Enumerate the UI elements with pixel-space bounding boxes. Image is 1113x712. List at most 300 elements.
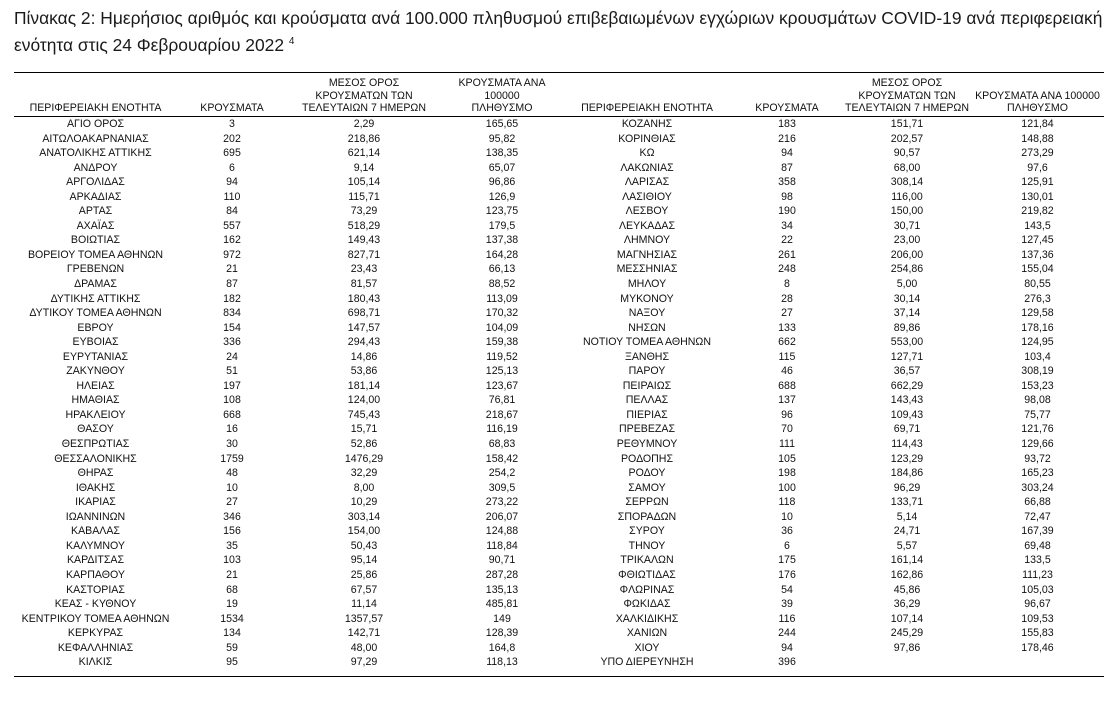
left-per100k-cell: 125,13 [485,365,519,378]
left-per100k-cell: 137,38 [485,234,519,247]
right-per100k-cell: 105,03 [1021,583,1054,596]
left-per100k-cell: 66,13 [488,263,516,276]
table-row [14,626,1104,641]
right-per100k-cell: 219,82 [1021,205,1054,218]
table-row [14,510,1104,525]
table-row [14,466,1104,481]
right-per100k-cell: 148,88 [1021,132,1054,145]
right-per100k-cell: 66,88 [1024,496,1051,509]
left-cases-cell: 21 [226,568,238,581]
right-per100k-cell: 75,77 [1024,408,1051,421]
left-avg7-cell: 621,14 [347,147,381,160]
left-avg7-cell: 11,14 [351,598,377,611]
right-unit-cell: ΡΕΘΥΜΝΟΥ [616,438,678,451]
table-row [14,306,1104,321]
right-unit-cell: ΦΘΙΩΤΙΔΑΣ [618,568,676,581]
left-avg7-cell: 154,00 [347,525,381,538]
left-avg7-cell: 10,29 [350,496,378,509]
right-cases-cell: 662 [778,336,796,349]
table-row [14,641,1104,656]
right-per100k-cell: 129,58 [1021,307,1054,320]
right-unit-cell: ΝΟΤΙΟΥ ΤΟΜΕΑ ΑΘΗΝΩΝ [582,336,712,349]
right-per100k-cell: 155,04 [1021,263,1054,276]
right-avg7-cell: 37,14 [893,307,921,320]
table-row [14,277,1104,292]
table-row [14,597,1104,612]
left-per100k-cell: 165,65 [485,118,519,130]
left-cases-cell: 557 [223,219,241,232]
left-per100k-cell: 65,07 [488,161,516,174]
right-per100k-cell: 69,48 [1024,539,1051,552]
right-avg7-cell: 161,14 [890,554,924,567]
left-cases-cell: 154 [223,321,241,334]
right-avg7-cell: 202,57 [890,132,924,145]
right-per100k-cell: 178,46 [1021,641,1054,654]
table-row [14,262,1104,277]
right-cases-cell: 198 [778,467,796,480]
right-unit-cell: ΥΠΟ ΔΙΕΡΕΥΝΗΣΗ [600,656,694,669]
right-avg7-cell: 5,14 [896,510,918,523]
left-cases-cell: 51 [226,365,238,378]
right-per100k-cell: 273,29 [1021,147,1054,160]
right-unit-cell: ΜΥΚΟΝΟΥ [620,292,674,305]
left-per100k-cell: 135,13 [485,583,519,596]
right-per100k-cell: 96,67 [1024,598,1051,611]
left-avg7-cell: 518,29 [347,219,381,232]
left-per100k-cell: 88,52 [488,278,516,291]
right-avg7-cell: 143,43 [890,394,924,407]
table-title-text: Πίνακας 2: Ημερήσιος αριθμός και κρούσματα ανά 100.000 πληθυσμού επιβεβαιωμένων εγχώριων κρουσμάτων COVID-19 ανά περιφερειακή ενότητα στις 24 Φεβρουαρίου 2022 [14,8,1103,55]
right-per100k-cell: 165,23 [1021,467,1054,480]
left-cases-cell: 110 [223,190,241,203]
right-unit-cell: ΠΑΡΟΥ [628,365,666,378]
right-avg7-cell: 36,57 [893,365,921,378]
right-per100k-cell: 124,95 [1021,336,1054,349]
left-per100k-cell: 123,75 [485,205,519,218]
table-row [14,437,1104,452]
left-cases-cell: 16 [226,423,238,436]
right-unit-cell: ΦΛΩΡΙΝΑΣ [619,583,675,596]
left-avg7-cell: 294,43 [347,336,381,349]
left-per100k-cell: 287,28 [485,568,519,581]
right-unit-cell: ΧΙΟΥ [634,641,660,654]
right-unit-cell: ΠΕΙΡΑΙΩΣ [622,379,672,392]
left-per100k-cell: 254,2 [488,467,516,480]
left-per100k-cell: 206,07 [485,510,519,523]
right-unit-cell: ΛΑΚΩΝΙΑΣ [620,161,674,174]
right-unit-cell: ΣΑΜΟΥ [628,481,666,494]
right-cases-cell: 70 [781,423,793,436]
left-per100k-cell: 149 [493,612,511,625]
left-unit-cell: ΘΑΣΟΥ [77,423,114,436]
left-avg7-cell: 303,14 [347,510,381,523]
left-unit-cell: ΔΥΤΙΚΟΥ ΤΟΜΕΑ ΑΘΗΝΩΝ [29,307,162,320]
right-per100k-cell: 137,36 [1021,248,1054,261]
left-cases-cell: 182 [223,292,241,305]
right-cases-cell: 87 [781,161,793,174]
right-per100k-cell: 109,53 [1021,612,1054,625]
left-avg7-cell: 115,71 [348,190,380,203]
left-per100k-cell: 170,32 [485,307,519,320]
right-avg7-cell: 123,29 [890,452,924,465]
left-cases-cell: 84 [226,205,238,218]
right-avg7-cell: 107,14 [890,612,924,625]
table-row [14,524,1104,539]
right-per100k-cell: 130,01 [1021,190,1054,203]
left-per100k-cell: 159,38 [485,336,519,349]
header-unit-right: ΠΕΡΙΦΕΡΕΙΑΚΗ ΕΝΟΤΗΤΑ [581,102,713,115]
header-cases-left: ΚΡΟΥΣΜΑΤΑ [200,102,264,115]
right-cases-cell: 248 [778,263,796,276]
right-cases-cell: 183 [778,118,796,130]
left-avg7-cell: 25,86 [350,568,378,581]
right-cases-cell: 54 [781,583,793,596]
header-avg7-left: ΜΕΣΟΣ ΟΡΟΣ ΚΡΟΥΣΜΑΤΩΝ ΤΩΝ ΤΕΛΕΥΤΑΙΩΝ 7 ΗΜΕΡΩΝ [302,77,426,115]
right-cases-cell: 100 [778,481,796,494]
right-unit-cell: ΠΡΕΒΕΖΑΣ [619,423,675,436]
table-row [14,655,1104,670]
right-cases-cell: 98 [781,190,793,203]
right-unit-cell: ΜΕΣΣΗΝΙΑΣ [616,263,678,276]
table-row [14,481,1104,496]
title-footnote-marker: 4 [288,36,295,47]
left-avg7-cell: 9,14 [353,161,375,174]
right-per100k-cell: 97,6 [1027,161,1048,174]
left-per100k-cell: 273,22 [485,496,519,509]
table-row [14,452,1104,467]
left-unit-cell: ΚΙΛΚΙΣ [78,656,113,669]
right-unit-cell: ΡΟΔΟΥ [628,467,666,480]
left-avg7-cell: 48,00 [350,641,378,654]
right-per100k-cell: 103,4 [1024,350,1051,363]
right-per100k-cell: 121,84 [1021,118,1054,130]
table-row [14,612,1104,627]
left-per100k-cell: 179,5 [488,219,516,232]
left-avg7-cell: 1357,57 [344,612,384,625]
right-avg7-cell: 90,57 [893,147,921,160]
left-avg7-cell: 149,43 [347,234,381,247]
left-unit-cell: ΚΕΑΣ - ΚΥΘΝΟΥ [54,598,137,611]
left-per100k-cell: 138,35 [485,147,519,160]
table-row [14,190,1104,205]
left-unit-cell: ΑΡΚΑΔΙΑΣ [69,190,122,203]
right-cases-cell: 39 [781,598,793,611]
left-avg7-cell: 15,71 [350,423,378,436]
table-title [14,6,1104,57]
left-avg7-cell: 181,14 [347,379,381,392]
left-per100k-cell: 128,39 [485,627,519,640]
table-row [14,364,1104,379]
left-avg7-cell: 81,57 [350,278,378,291]
table-bottom-rule [14,676,1104,677]
left-cases-cell: 94 [226,176,238,189]
right-avg7-cell: 68,00 [893,161,921,174]
left-cases-cell: 162 [223,234,241,247]
left-per100k-cell: 113,09 [486,292,518,305]
table-row [14,175,1104,190]
left-cases-cell: 6 [229,161,235,174]
right-avg7-cell [843,655,971,670]
right-per100k-cell: 80,55 [1024,278,1051,291]
right-unit-cell: ΛΑΡΙΣΑΣ [624,176,670,189]
right-cases-cell: 105 [778,452,796,465]
left-per100k-cell: 158,42 [485,452,519,465]
right-per100k-cell: 153,23 [1021,379,1054,392]
left-cases-cell: 87 [226,278,238,291]
left-unit-cell: ΙΘΑΚΗΣ [75,481,116,494]
left-unit-cell: ΚΑΣΤΟΡΙΑΣ [66,583,125,596]
left-unit-cell: ΚΕΝΤΡΙΚΟΥ ΤΟΜΕΑ ΑΘΗΝΩΝ [21,612,170,625]
right-avg7-cell: 254,86 [890,263,924,276]
right-unit-cell: ΛΕΥΚΑΔΑΣ [618,219,676,232]
right-avg7-cell: 109,43 [890,408,924,421]
right-cases-cell: 190 [778,205,796,218]
left-avg7-cell: 105,14 [347,176,381,189]
left-unit-cell: ΘΕΣΠΡΩΤΙΑΣ [61,438,130,451]
right-avg7-cell: 133,71 [890,496,924,509]
right-avg7-cell: 89,86 [893,321,921,334]
right-per100k-cell: 308,19 [1021,365,1054,378]
right-cases-cell: 116 [778,612,796,625]
right-unit-cell: ΝΑΞΟΥ [628,307,666,320]
right-cases-cell: 216 [778,132,796,145]
right-per100k-cell: 133,5 [1024,554,1051,567]
left-cases-cell: 19 [226,598,238,611]
left-per100k-cell: 126,9 [488,190,516,203]
right-cases-cell: 175 [778,554,796,567]
left-avg7-cell: 52,86 [350,438,378,451]
left-avg7-cell: 124,00 [347,394,381,407]
left-per100k-cell: 96,86 [488,176,516,189]
left-avg7-cell: 95,14 [350,554,378,567]
right-avg7-cell: 162,86 [890,568,924,581]
right-cases-cell: 176 [778,568,796,581]
right-unit-cell: ΚΩ [639,147,655,160]
left-unit-cell: ΚΑΒΑΛΑΣ [71,525,120,538]
right-per100k-cell: 155,83 [1021,627,1054,640]
right-unit-cell: ΠΙΕΡΙΑΣ [626,408,668,421]
left-unit-cell: ΕΥΡΥΤΑΝΙΑΣ [62,350,129,363]
table-top-rule [14,72,1104,73]
header-cases-right: ΚΡΟΥΣΜΑΤΑ [755,102,819,115]
right-cases-cell: 118 [778,496,796,509]
left-unit-cell: ΑΝΑΤΟΛΙΚΗΣ ΑΤΤΙΚΗΣ [39,147,152,160]
left-unit-cell: ΚΑΡΔΙΤΣΑΣ [66,554,125,567]
right-unit-cell: ΣΥΡΟΥ [629,525,665,538]
right-unit-cell: ΦΩΚΙΔΑΣ [623,598,671,611]
right-unit-cell: ΤΡΙΚΑΛΩΝ [620,554,674,567]
right-cases-cell: 115 [778,350,796,363]
left-cases-cell: 1759 [220,452,244,465]
table-row [14,161,1104,176]
right-avg7-cell: 151,71 [890,118,924,130]
header-unit-left: ΠΕΡΙΦΕΡΕΙΑΚΗ ΕΝΟΤΗΤΑ [29,102,162,115]
right-per100k-cell [971,655,1104,670]
right-avg7-cell: 114,43 [891,438,923,451]
left-cases-cell: 1534 [220,612,244,625]
right-unit-cell: ΚΟΖΑΝΗΣ [621,118,673,130]
right-cases-cell: 94 [781,147,793,160]
left-avg7-cell: 32,29 [350,467,378,480]
left-per100k-cell: 164,8 [488,641,516,654]
left-cases-cell: 197 [223,379,241,392]
left-avg7-cell: 97,29 [350,656,378,669]
right-per100k-cell: 93,72 [1024,452,1051,465]
left-per100k-cell: 119,52 [486,350,518,363]
left-avg7-cell: 147,57 [347,321,381,334]
left-cases-cell: 68 [226,583,238,596]
header-per100k-right: ΚΡΟΥΣΜΑΤΑ ΑΝΑ 100000 ΠΛΗΘΥΣΜΟ [975,89,1100,115]
left-unit-cell: ΕΒΡΟΥ [77,321,114,334]
left-unit-cell: ΑΧΑΪΑΣ [76,219,115,232]
right-cases-cell: 244 [778,627,796,640]
right-per100k-cell: 303,24 [1021,481,1054,494]
left-avg7-cell: 2,29 [353,118,375,130]
right-avg7-cell: 5,57 [896,539,918,552]
left-cases-cell: 27 [226,496,238,509]
right-avg7-cell: 45,86 [893,583,921,596]
left-unit-cell: ΗΛΕΙΑΣ [76,379,115,392]
left-avg7-cell: 67,57 [350,583,378,596]
right-cases-cell: 6 [784,539,790,552]
left-avg7-cell: 8,00 [353,481,375,494]
left-avg7-cell: 73,29 [350,205,378,218]
left-avg7-cell: 180,43 [347,292,381,305]
right-avg7-cell: 308,14 [890,176,924,189]
table-row [14,408,1104,423]
left-unit-cell: ΑΙΤΩΛΟΑΚΑΡΝΑΝΙΑΣ [42,132,149,145]
table-row [14,219,1104,234]
right-unit-cell: ΡΟΔΟΠΗΣ [620,452,674,465]
left-unit-cell: ΗΡΑΚΛΕΙΟΥ [65,408,126,421]
left-cases-cell: 668 [223,408,241,421]
right-unit-cell: ΜΑΓΝΗΣΙΑΣ [616,248,678,261]
left-avg7-cell: 745,43 [347,408,381,421]
left-unit-cell: ΑΡΤΑΣ [78,205,113,218]
table-row [14,335,1104,350]
left-cases-cell: 59 [226,641,238,654]
left-unit-cell: ΗΜΑΘΙΑΣ [71,394,120,407]
right-per100k-cell: 125,91 [1021,176,1054,189]
covid-cases-table [14,74,1104,670]
right-per100k-cell: 178,16 [1021,321,1054,334]
right-avg7-cell: 36,29 [893,598,921,611]
right-cases-cell: 396 [778,656,796,669]
right-per100k-cell: 143,5 [1024,219,1051,232]
left-cases-cell: 30 [226,438,238,451]
left-unit-cell: ΒΟΡΕΙΟΥ ΤΟΜΕΑ ΑΘΗΝΩΝ [27,248,164,261]
left-unit-cell: ΖΑΚΥΝΘΟΥ [66,365,125,378]
right-per100k-cell: 111,23 [1022,568,1053,581]
right-avg7-cell: 184,86 [890,467,924,480]
right-avg7-cell: 662,29 [890,379,924,392]
right-cases-cell: 688 [778,379,796,392]
left-cases-cell: 103 [223,554,241,567]
left-cases-cell: 35 [226,539,238,552]
right-avg7-cell: 127,71 [890,350,924,363]
right-unit-cell: ΛΕΣΒΟΥ [625,205,669,218]
table-row [14,248,1104,263]
left-cases-cell: 156 [223,525,241,538]
left-unit-cell: ΚΑΛΥΜΝΟΥ [66,539,125,552]
right-avg7-cell: 245,29 [890,627,924,640]
right-per100k-cell: 98,08 [1024,394,1051,407]
left-avg7-cell: 827,71 [347,248,381,261]
right-avg7-cell: 24,71 [893,525,921,538]
left-unit-cell: ΑΓΙΟ ΟΡΟΣ [66,118,125,130]
right-unit-cell: ΞΑΝΘΗΣ [624,350,670,363]
right-unit-cell: ΜΗΛΟΥ [627,278,667,291]
right-avg7-cell: 206,00 [890,248,924,261]
table-row [14,393,1104,408]
right-cases-cell: 94 [781,641,793,654]
right-per100k-cell: 121,76 [1021,423,1054,436]
left-unit-cell: ΑΡΓΟΛΙΔΑΣ [66,176,125,189]
right-cases-cell: 28 [781,292,793,305]
left-unit-cell: ΑΝΔΡΟΥ [73,161,118,174]
left-unit-cell: ΙΚΑΡΙΑΣ [75,496,116,509]
right-cases-cell: 133 [778,321,796,334]
left-cases-cell: 48 [226,467,238,480]
left-cases-cell: 336 [223,336,241,349]
right-unit-cell: ΤΗΝΟΥ [628,539,666,552]
left-per100k-cell: 68,83 [488,438,516,451]
left-cases-cell: 3 [229,118,235,130]
table-row [14,379,1104,394]
right-cases-cell: 137 [778,394,796,407]
right-cases-cell: 10 [781,510,793,523]
left-cases-cell: 10 [226,481,238,494]
header-avg7-right: ΜΕΣΟΣ ΟΡΟΣ ΚΡΟΥΣΜΑΤΩΝ ΤΩΝ ΤΕΛΕΥΤΑΙΩΝ 7 ΗΜΕΡΩΝ [845,77,969,115]
table-row [14,350,1104,365]
left-avg7-cell: 218,86 [347,132,381,145]
left-unit-cell: ΔΥΤΙΚΗΣ ΑΤΤΙΚΗΣ [50,292,141,305]
left-per100k-cell: 118,13 [486,656,518,669]
left-per100k-cell: 485,81 [485,598,519,611]
right-avg7-cell: 150,00 [890,205,924,218]
left-per100k-cell: 104,09 [485,321,519,334]
right-avg7-cell: 30,71 [893,219,921,232]
right-unit-cell: ΧΑΛΚΙΔΙΚΗΣ [615,612,679,625]
right-cases-cell: 8 [784,278,790,291]
left-avg7-cell: 1476,29 [344,452,384,465]
table-row [14,116,1104,132]
left-per100k-cell: 123,67 [485,379,519,392]
left-avg7-cell: 14,86 [350,350,378,363]
right-unit-cell: ΛΗΜΝΟΥ [623,234,671,247]
left-avg7-cell: 142,71 [347,627,381,640]
table-row [14,204,1104,219]
left-per100k-cell: 124,88 [485,525,519,538]
left-cases-cell: 695 [223,147,241,160]
left-per100k-cell: 90,71 [488,554,516,567]
left-unit-cell: ΘΕΣΣΑΛΟΝΙΚΗΣ [54,452,137,465]
right-avg7-cell: 96,29 [893,481,921,494]
left-avg7-cell: 698,71 [347,307,381,320]
left-cases-cell: 834 [223,307,241,320]
right-cases-cell: 46 [781,365,793,378]
table-row [14,233,1104,248]
left-per100k-cell: 76,81 [488,394,516,407]
right-avg7-cell: 116,00 [891,190,923,203]
left-unit-cell: ΚΑΡΠΑΘΟΥ [66,568,125,581]
right-per100k-cell: 276,3 [1024,292,1051,305]
table-body [14,116,1104,670]
right-avg7-cell: 553,00 [890,336,924,349]
left-cases-cell: 21 [226,263,238,276]
right-unit-cell: ΣΕΡΡΩΝ [625,496,669,509]
right-unit-cell: ΧΑΝΙΩΝ [626,627,668,640]
